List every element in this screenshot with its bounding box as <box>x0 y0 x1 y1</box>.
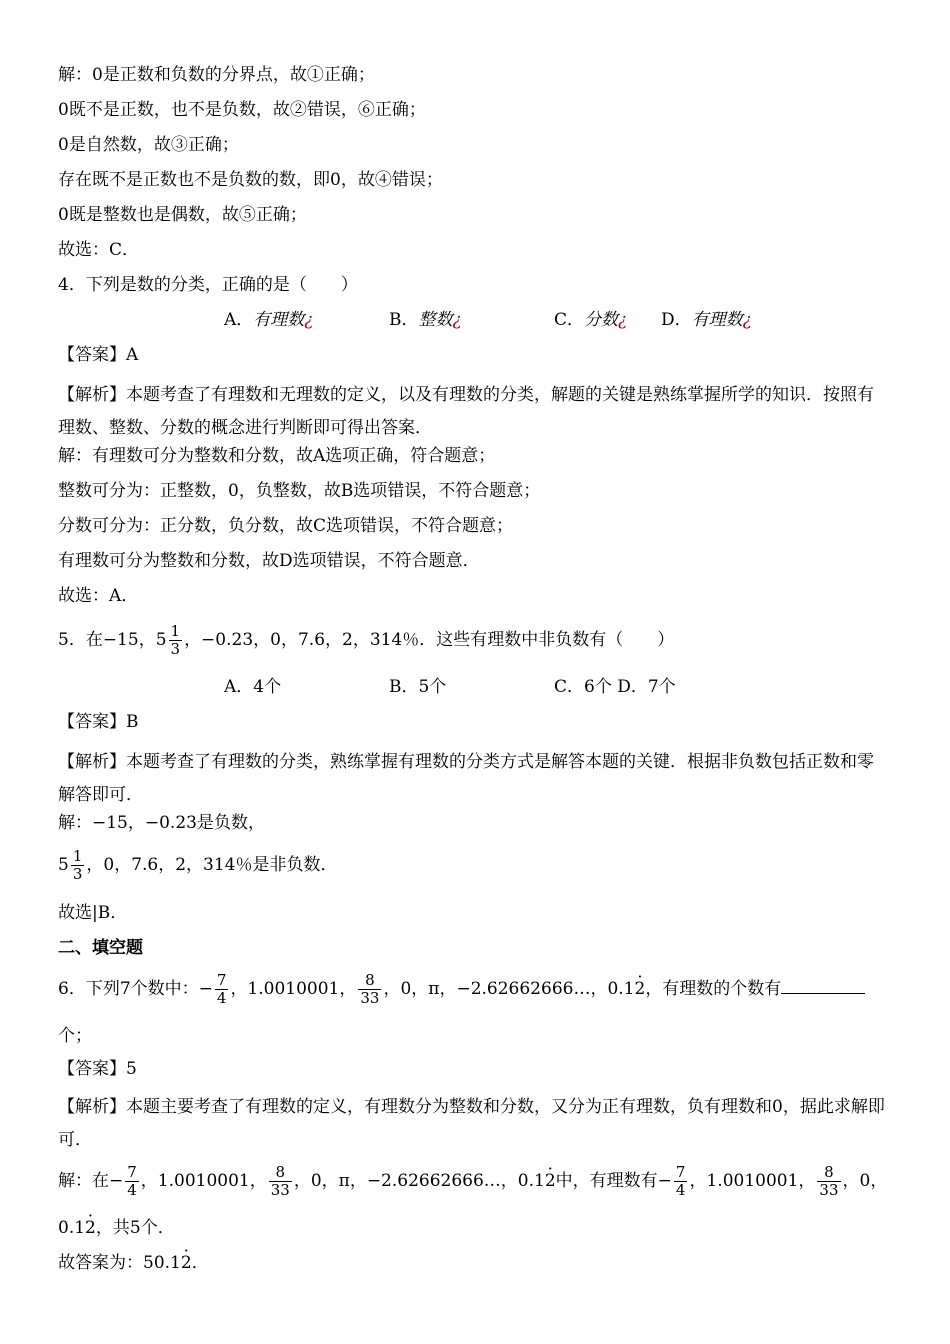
garbled-glyph: ¿ <box>304 310 314 330</box>
q5-analysis: 【解析】本题考查了有理数的分类，熟练掌握有理数的分类方式是解答本题的关键．根据非负数包括正数和零解答即可． <box>58 752 874 805</box>
q5-option-c-d: C．6个 D．7个 <box>554 677 676 697</box>
q6-solution-part: ，1.0010001， <box>689 1171 816 1191</box>
option-letter: D． <box>661 310 692 330</box>
q4-stem: 4．下列是数的分类，正确的是（ ） <box>58 275 358 295</box>
option-letter: C． <box>554 310 585 330</box>
option-letter: A． <box>224 310 254 330</box>
q4-solution-line-5: 故选：A． <box>58 586 139 606</box>
q5-solution-line-2-end: ，0，7.6，2，314％是非负数． <box>86 855 338 875</box>
numerator: 7 <box>127 1163 137 1181</box>
numerator: 8 <box>269 1164 292 1182</box>
garbled-glyph: ¿ <box>742 310 752 330</box>
q4-answer: 【答案】A <box>58 345 139 365</box>
q4-solution-line-2: 整数可分为：正整数，0，负整数，故B选项错误，不符合题意； <box>58 481 541 501</box>
q6-analysis: 【解析】本题主要考查了有理数的定义，有理数分为整数和分数，又分为正有理数，负有理数和0，据此求解即可． <box>58 1097 885 1150</box>
denominator: 33 <box>360 989 380 1007</box>
denominator: 4 <box>216 989 227 1007</box>
denominator: 33 <box>819 1181 839 1199</box>
q5-solution-line-1: 解：−15，−0.23是负数， <box>58 813 265 833</box>
q5-option-b: B．5个 <box>389 677 447 697</box>
fraction-seven-fourths <box>674 1164 688 1199</box>
repeating-digit: · 2 <box>634 968 645 1010</box>
q4-solution-line-4: 有理数可分为整数和分数，故D选项错误，不符合题意． <box>58 551 480 571</box>
q6-stem-continued: 个； <box>58 1026 92 1046</box>
q6-stem-part: ，1.0010001， <box>230 979 357 999</box>
q3-solution-line-6: 故选：C． <box>58 240 140 260</box>
q6-solution-part: ，0，π，−2.62662666…，0.1 <box>293 1171 545 1191</box>
q3-solution-line-5: 0既是整数也是偶数，故⑤正确； <box>58 205 307 225</box>
q4-solution-line-1: 解：有理数可分为整数和分数，故A选项正确，符合题意； <box>58 446 496 466</box>
q3-solution-line-1: 解：0是正数和负数的分界点，故①正确； <box>58 65 375 85</box>
option-text: 有理数 <box>691 310 743 330</box>
denominator: 4 <box>675 1181 686 1199</box>
q6-stem <box>58 968 865 1010</box>
fraction-one-third <box>71 848 85 883</box>
q6-final-answer: 故答案为：50.1· 2． <box>58 1252 209 1274</box>
q5-option-a: A．4个 <box>224 677 282 697</box>
q5-stem <box>58 620 674 660</box>
repeating-digit: · 2 <box>181 1252 192 1274</box>
q5-answer: 【答案】B <box>58 712 139 732</box>
denominator: 3 <box>72 865 83 883</box>
q6-stem-part: ，0，π，−2.62662666…，0.1 <box>383 979 635 999</box>
numerator: 7 <box>675 1163 686 1181</box>
fraction-eight-thirtythirds <box>358 972 381 1007</box>
q5-solution-line-3: 故选|B． <box>58 903 128 923</box>
q3-solution-line-2: 0既不是正数，也不是负数，故②错误，⑥正确； <box>58 100 426 120</box>
q6-final-answer-text: 故答案为：50.1 <box>58 1253 181 1273</box>
q6-solution-part: 中，有理数有− <box>555 1171 672 1191</box>
q6-solution-part: ，共5个． <box>95 1218 175 1238</box>
q4-analysis: 【解析】本题考查了有理数和无理数的定义，以及有理数的分类，解题的关键是熟练掌握所学的知识．按照有理数、整数、分数的概念进行判断即可得出答案． <box>58 385 874 438</box>
q6-solution-line-1 <box>58 1160 887 1202</box>
denominator: 4 <box>127 1181 137 1199</box>
numerator: 8 <box>358 972 381 990</box>
numerator: 1 <box>72 847 83 865</box>
option-letter: B． <box>389 310 419 330</box>
section-title: 二、填空题 <box>58 938 143 958</box>
q6-solution-part: 0.1 <box>58 1218 86 1238</box>
q5-stem-start: 5．在−15，5 <box>58 630 167 650</box>
garbled-glyph: ¿ <box>452 310 462 330</box>
fraction-one-third <box>169 623 183 658</box>
q6-solution-part: ，0， <box>842 1171 888 1191</box>
fraction-seven-fourths <box>125 1164 139 1199</box>
fraction-seven-fourths <box>215 972 229 1007</box>
q4-option-a <box>224 309 313 331</box>
q4-option-d <box>661 309 752 331</box>
option-text: 分数 <box>584 310 619 330</box>
q3-solution-line-4: 存在既不是正数也不是负数的数，即0，故④错误； <box>58 170 443 190</box>
q6-solution-line-2 <box>58 1217 175 1239</box>
q6-answer: 【答案】5 <box>58 1059 137 1079</box>
q4-option-b <box>389 309 462 331</box>
fraction-eight-thirtythirds <box>269 1164 292 1199</box>
fraction-eight-thirtythirds <box>817 1164 840 1199</box>
numerator: 7 <box>216 971 227 989</box>
denominator: 33 <box>270 1181 290 1199</box>
mixed-number-whole: 5 <box>58 855 69 875</box>
option-text: 整数 <box>418 310 453 330</box>
q3-solution-line-3: 0是自然数，故③正确； <box>58 135 239 155</box>
q6-solution-part: 解：在− <box>58 1171 124 1191</box>
q5-solution-line-2 <box>58 845 338 885</box>
denominator: 3 <box>170 640 181 658</box>
repeating-digit: · 2 <box>545 1160 556 1202</box>
q6-solution-part: ，1.0010001， <box>140 1171 267 1191</box>
numerator: 8 <box>817 1164 840 1182</box>
q5-stem-end: ，−0.23，0，7.6，2，314％．这些有理数中非负数有（ ） <box>184 630 675 650</box>
garbled-glyph: ¿ <box>618 310 628 330</box>
q6-stem-part: ，有理数的个数有 <box>645 979 782 999</box>
q6-stem-start: 6．下列7个数中：− <box>58 979 213 999</box>
repeating-digit: · 2 <box>85 1217 96 1239</box>
numerator: 1 <box>170 622 181 640</box>
q4-option-c <box>554 309 627 331</box>
answer-blank <box>781 975 865 994</box>
option-text: 有理数 <box>253 310 305 330</box>
q4-solution-line-3: 分数可分为：正分数，负分数，故C选项错误，不符合题意； <box>58 516 514 536</box>
